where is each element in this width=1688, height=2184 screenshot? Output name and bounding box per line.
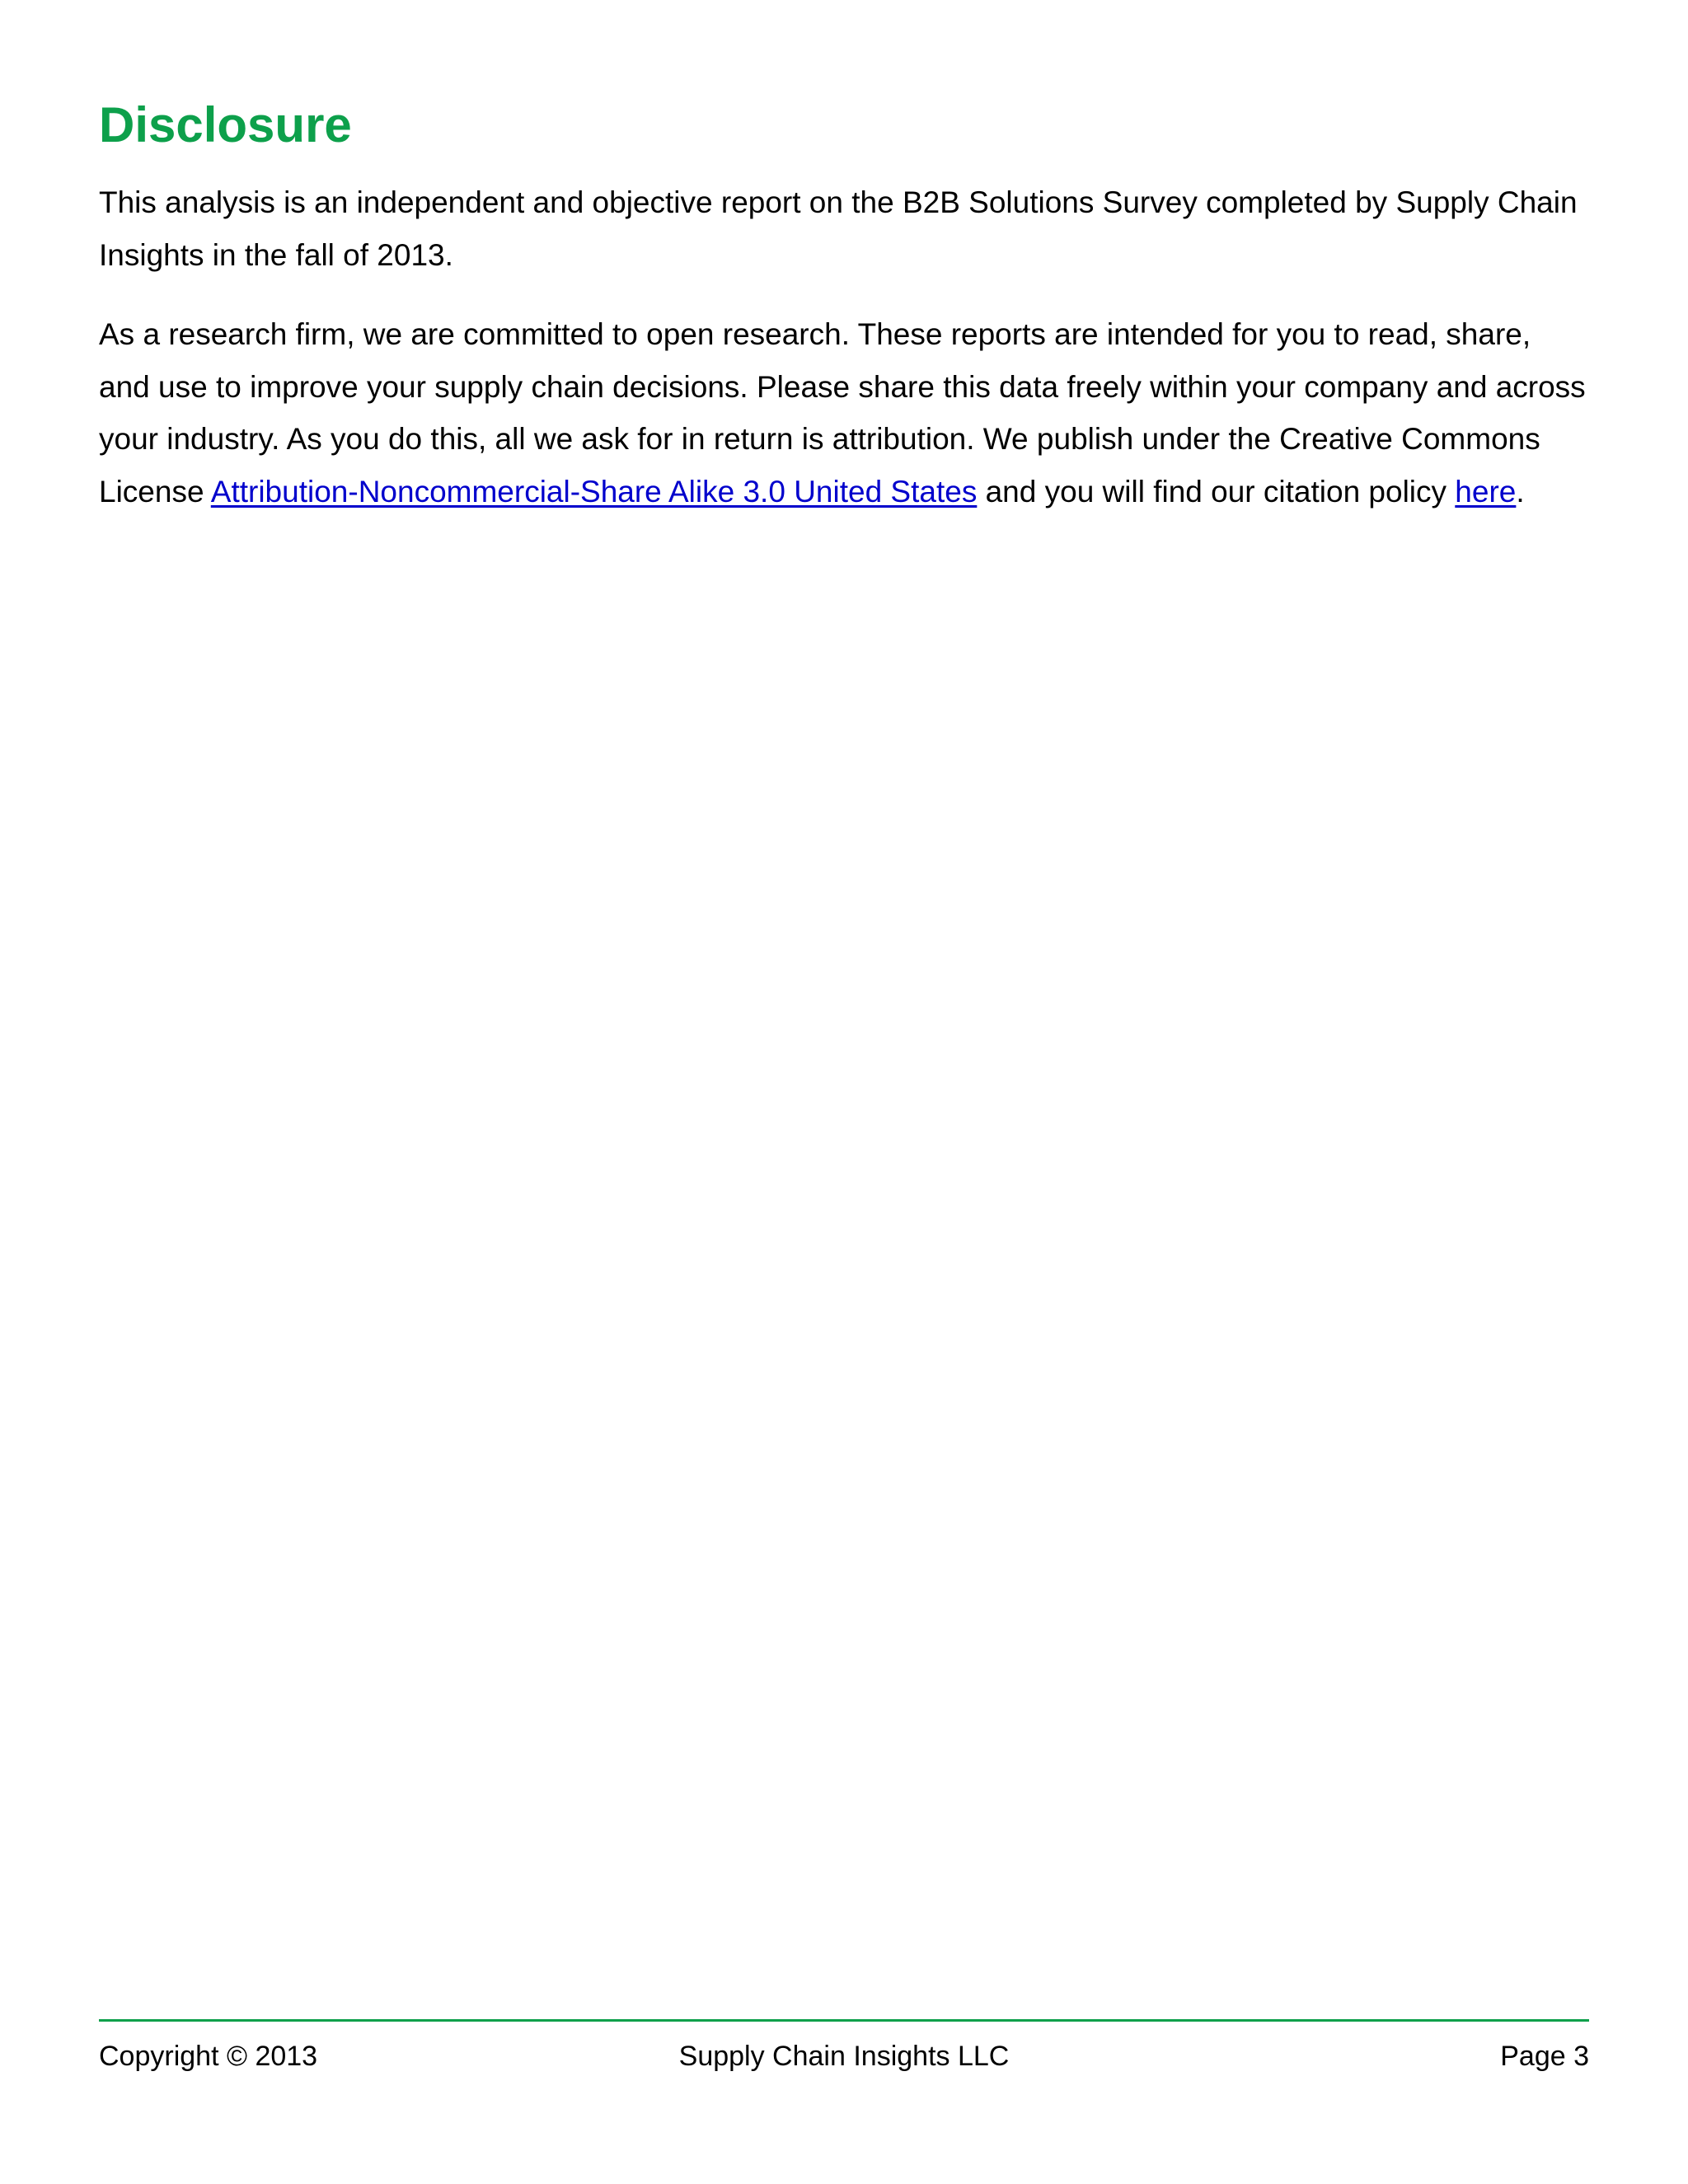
footer-divider [99, 2019, 1589, 2022]
footer-page-number: Page 3 [1500, 2041, 1589, 2072]
paragraph-2-end-text: . [1516, 474, 1525, 509]
footer-copyright: Copyright © 2013 [99, 2041, 318, 2072]
footer-company: Supply Chain Insights LLC [678, 2041, 1010, 2072]
disclosure-paragraph-1: This analysis is an independent and objective report on the B2B Solutions Survey completed by Supply Chain Insights in the fall of 2013. [99, 185, 1578, 272]
license-link[interactable]: Attribution-Noncommercial-Share Alike 3.0 United States [210, 474, 978, 509]
paragraph-2-middle-text: and you will find our citation policy [977, 474, 1456, 509]
page-title: Disclosure [99, 97, 352, 152]
disclosure-paragraph-2 [99, 308, 1589, 518]
document-page [99, 0, 1589, 2184]
paragraph-2-text: As a research firm, we are committed to open research. These reports are intended for you to read, share, and use to improve your supply chain decisions. Please share this data freely within your company and across your industry. As you do this, all we ask for in return is attribution. We publish under the Creative Commons License [99, 317, 1586, 509]
page-footer [99, 2036, 1589, 2077]
citation-policy-link[interactable]: here [1455, 474, 1517, 509]
